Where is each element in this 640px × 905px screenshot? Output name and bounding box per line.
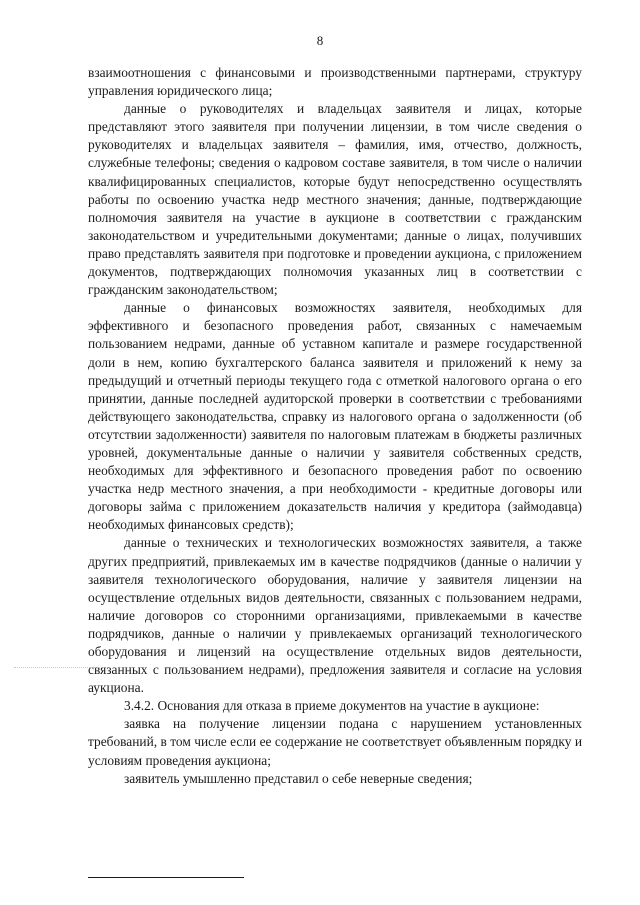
scan-artifact [14, 667, 104, 668]
paragraph-6: заявка на получение лицензии подана с нарушением установленных требований, в том числе если ее содержание не соответствует объявленным порядку и условиям проведения аукциона; [88, 716, 582, 768]
paragraph-1: взаимоотношения с финансовыми и производственными партнерами, структуру управления юридического лица; [88, 65, 582, 99]
paragraph-3: данные о финансовых возможностях заявителя, необходимых для эффективного и безопасного проведения работ, связанных с намечаемым пользованием недрами, данные об уставном капитале и размере государственной доли в нем, копию бухгалтерского баланса заявителя и приложений к нему за предыдущий и отчетный периоды текущего года с отметкой налогового органа о его принятии, данные последней аудиторской проверки в соответствии с требованиями действующего законодательства, справку из налогового органа о задолженности (об отсутствии задолженности) заявителя по налоговым платежам в бюджеты различных уровней, документальные данные о наличии у заявителя собственных средств, необходимых для эффективного и безопасного проведения работ по освоению участка недр местного значения, а при необходимости - кредитные договоры или договоры займа с приложением доказательств наличия у кредитора (займодавца) необходимых финансовых средств); [88, 300, 582, 533]
paragraph-5: 3.4.2. Основания для отказа в приеме документов на участие в аукционе: [124, 698, 540, 714]
paragraph-7: заявитель умышленно представил о себе неверные сведения; [124, 770, 473, 786]
paragraph-4: данные о технических и технологических возможностях заявителя, а также других предприятий, привлекаемых им в качестве подрядчиков (данные о наличии у заявителя технологического оборудования, наличие у заявителя лицензии на осуществление отдельных видов деятельности, связанных с пользованием недрами, наличие договоров со сторонними организациями, привлекаемыми в качестве подрядчиков, данные о наличии у привлекаемых организаций технологического оборудования и лицензий на осуществление отдельных видов деятельности, связанных с пользованием недрами), предложения заявителя и согласие на условия аукциона. [88, 535, 582, 696]
paragraph-2: данные о руководителях и владельцах заявителя и лицах, которые представляют этого заявителя при получении лицензии, в том числе сведения о руководителях и владельцах заявителя – фамилия, имя, отчество, должность, служебные телефоны; сведения о кадровом составе заявителя, в том числе о наличии квалифицированных специалистов, которые будут непосредственно осуществлять работы по освоению участка недр местного значения; данные, подтверждающие полномочия заявителя на участие в аукционе в соответствии с гражданским законодательством и учредительными документами; данные о лицах, получивших право представлять заявителя при подготовке и проведении аукциона, с приложением документов, подтверждающих полномочия указанных лиц в соответствии с гражданским законодательством; [88, 101, 582, 298]
page-number: 8 [316, 33, 324, 48]
document-body [88, 64, 582, 788]
footnote-separator [88, 877, 244, 878]
